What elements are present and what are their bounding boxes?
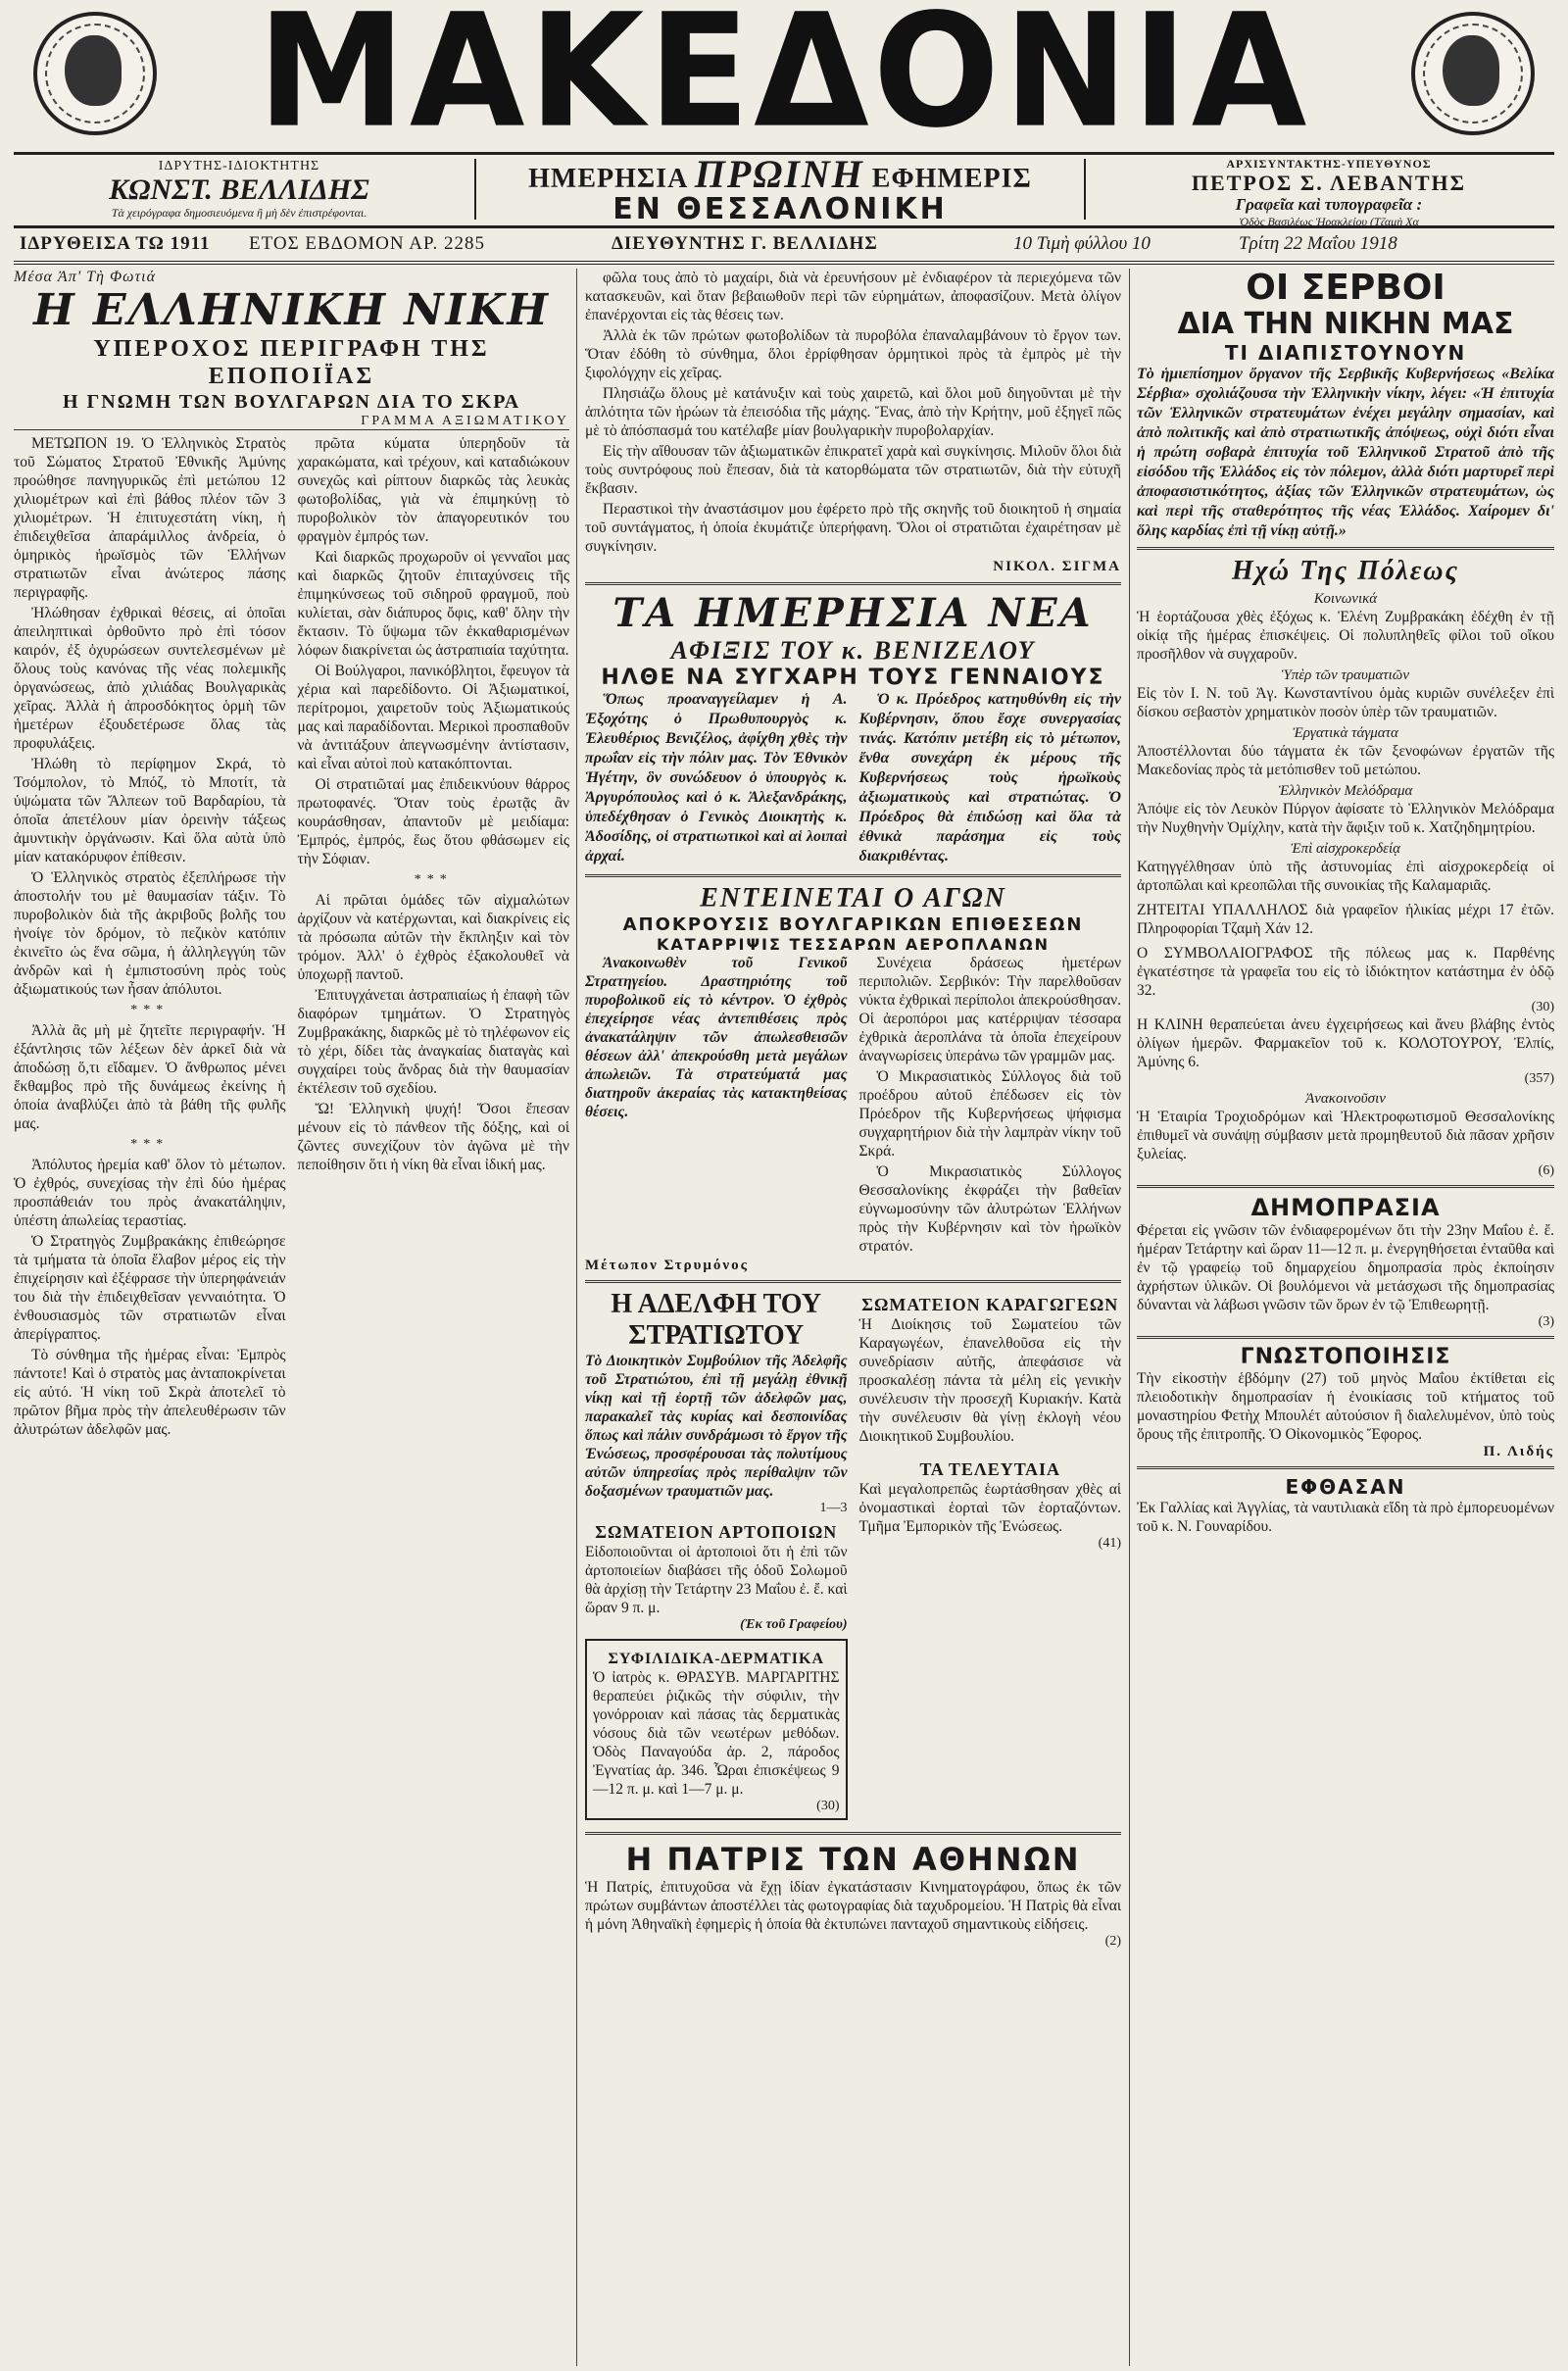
- editor-name: ΠΕΤΡΟΣ Σ. ΛΕΒΑΝΤΗΣ: [1191, 171, 1467, 195]
- paragraph: Ὅπως προαναγγείλαμεν ἡ Α. Ἐξοχότης ὁ Πρωθυπουργὸς κ. Ἐλευθέριος Βενιζέλος, ἀφίχθη χθὲς τὴν πρωΐαν εἰς τὴν πόλιν μας. Τὸν Ἐθνικὸν Ἡγέτην, ὃν συνώδευον ὁ ὑπουργὸς κ. Ἀργυρόπουλος καὶ ὁ κ. Ἀλεξανδράκης, ὑπεδέχθησαν ὁ Γενικὸς Διοικητὴς κ. Ἀδοσίδης, οἱ στρατιωτικοὶ καὶ αἱ λοιπαὶ ἀρχαί.: [585, 691, 848, 864]
- battle-subtitle-2: ΚΑΤΑΡΡΙΨΙΣ ΤΕΣΣΑΡΩΝ ΑΕΡΟΠΛΑΝΩΝ: [656, 935, 1051, 954]
- founder-name: ΚΩΝΣΤ. ΒΕΛΛΙΔΗΣ: [109, 173, 369, 206]
- paragraph: Ἀλλὰ ἂς μὴ μὲ ζητεῖτε περιγραφήν. Ἡ ἐξάντλησις τῶν λέξεων δὲν ἀρκεῖ διὰ νὰ ἀποδώσῃ ὅ,τι εἴδαμεν. Ὁ ἄνθρωπος μένει ἔκθαμβος πρὸ τῆς δυνάμεως ἐκείνης ἡ ὁποία ἀναβλύζει ἀπὸ τὰ βάθη τῆς φυλῆς μας.: [14, 1022, 286, 1132]
- continued-article: [585, 269, 1121, 576]
- article-body-left: [14, 434, 286, 1441]
- bakers-text: Εἰδοποιοῦνται οἱ ἀρτοποιοὶ ὅτι ἡ ἐπὶ τῶν ἀρτοποιείων διαβάσει τῆς ὁδοῦ Σολωμοῦ θὰ ἀρχίσῃ τὴν Τετάρτην 23 Μαΐου ἐ. ἔ. καὶ ὥραν 9 π. μ.: [585, 1544, 848, 1616]
- latest-text: Καὶ μεγαλοπρεπῶς ἑωρτάσθησαν χθὲς αἱ ὀνομαστικαὶ ἑορταὶ τῶν ἑορταζόντων. Τμῆμα Ἐμπορικὸν τῆς Ἑνώσεως.: [858, 1481, 1121, 1535]
- paragraph: Εἰς τὴν αἴθουσαν τῶν ἀξιωματικῶν ἐπικρατεῖ χαρὰ καὶ συγκίνησις. Μιλοῦν ὅλοι διὰ τοὺς συντρόφους ποὺ ἔπεσαν, διὰ τὰ κατορθώματα τῶν στρατιωτῶν, διὰ τὴν εὐτυχῆ ἔκβασιν.: [585, 443, 1121, 497]
- paragraph: Οἱ στρατιῶταί μας ἐπιδεικνύουν θάρρος πρωτοφανές. Ὅταν τοὺς ἐρωτᾷς ἂν κουράσθησαν, ἀπαντοῦν μὲ μειδίαμα: Ἐμπρός, ἐμπρός, ἕως ὅτου φθάσωμεν εἰς τὴν Σόφιαν.: [297, 776, 569, 867]
- paragraph: Ὁ Μικρασιατικὸς Σύλλογος διὰ τοῦ προέδρου αὐτοῦ ἐπέδωσεν εἰς τὸν Πρόεδρον τῆς Κυβερνήσεως ψήφισμα συγχαρητήριον διὰ τὴν λαμπρὰν νίκην τοῦ Σκρά.: [858, 1068, 1121, 1160]
- auction-text: Φέρεται εἰς γνῶσιν τῶν ἐνδιαφερομένων ὅτι τὴν 23ην Μαΐου ἐ. ἔ. ἡμέραν Τετάρτην καὶ ὥραν 11—12 π. μ. ἐνεργηθήσεται ἐνταῦθα καὶ ἐν τῷ γραφείῳ τοῦ δημαρχείου δημοπρασία πρὸς ἐκποίησιν ἀχρήστων ὑλικῶν. Οἱ βουλόμενοι νὰ μετάσχωσι τῆς δημοπρασίας δύνανται νὰ λάβωσι γνῶσιν τῶν ὅρων ἐν τῷ Ἐπιθεωρητῇ.: [1137, 1222, 1554, 1313]
- notice-title: Κοινωνικά: [1313, 591, 1378, 607]
- founder-block: [53, 159, 425, 221]
- notice-title: Ὑπὲρ τῶν τραυματιῶν: [1281, 667, 1410, 683]
- issue-price: 10 Τιμὴ φύλλου 10: [1013, 233, 1151, 254]
- battle-body: [585, 954, 1121, 1258]
- serbs-text: Τὸ ἡμιεπίσημον ὄργανον τῆς Σερβικῆς Κυβερνήσεως «Βελίκα Σέρβια» σχολιάζουσα τὴν Ἑλληνικὴν νίκην, λέγει: «Ἡ ἐπιτυχία τῶν Ἑλληνικῶν στρατευμάτων ἐνέχει μεγάλην σημασίαν, καὶ ἀπὸ πολιτικῆς καὶ ἀπὸ στρατιωτικῆς ἀπόψεως, οὐχὶ διότι εἶναι ἡ πρώτη σοβαρὰ ἐπιτυχία τοῦ Ἑλληνικοῦ Στρατοῦ ἀπὸ τῆς εἰσόδου τῆς Ἑλλάδος εἰς τὸν πόλεμον, ἀλλὰ διότι μαρτυρεῖ περὶ ἀποφασιστικότητος, ἀξίας τῶν Ἑλληνικῶν στρατευμάτων, ὡς καὶ περὶ τῆς σταθερότητος τῆς νέας Ἑλλάδος. Χαίρομεν δι' ὅλης καρδίας ἐπὶ τῇ νίκῃ αὐτῇ.»: [1137, 366, 1554, 539]
- section-divider: ***: [414, 872, 453, 887]
- paper-name: ΜΑΚΕΔΟΝΙΑ: [257, 0, 1311, 163]
- doctor-number: (30): [816, 1799, 840, 1813]
- venizelos-title: ΑΦΙΞΙΣ ΤΟΥ κ. ΒΕΝΙΖΕΛΟΥ: [670, 636, 1036, 665]
- daily-news-header: ΤΑ ΗΜΕΡΗΣΙΑ ΝΕΑ: [612, 590, 1094, 636]
- paragraph: Τὸ σύνθημα τῆς ἡμέρας εἶναι: Ἐμπρὸς πάντοτε! Καὶ ὁ στρατὸς μας ἀνταποκρίνεται εἰς αὐτό. Ἡ νίκη τοῦ Σκρὰ ἀποτελεῖ τὸ πρῶτον βῆμα πρὸς τὴν ἀπελευθέρωσιν τῶν ἀλυτρώτων ἀδελφῶν μας.: [14, 1347, 286, 1438]
- paragraph: Περαστικοὶ τὴν ἀναστάσιμον μου ἐφέρετο πρὸ τῆς σκηνῆς τοῦ διοικητοῦ ἡ σημαία τοῦ συντάγματος, ἡ ὁποία ἐκυμάτιζε ὑπερήφανη. Ὅλοι οἱ στρατιῶται ἐχαιρέτησαν μὲ συγκίνησιν.: [585, 501, 1121, 555]
- paragraph: Ὁ Μικρασιατικὸς Σύλλογος Θεσσαλονίκης ἐκφράζει τὴν βαθεῖαν εὐγνωμοσύνην τῶν ἀλυτρώτων Ἑλλήνων πρὸς τὴν Κυβέρνησιν καὶ τὸν ἡρωϊκὸν στρατόν.: [858, 1163, 1121, 1255]
- lead-article: [14, 269, 569, 2366]
- paragraph: Ἠλώθη τὸ περίφημον Σκρά, τὸ Τσόμπολον, τὸ Μπόζ, τὸ Μποτίτ, τὰ ὑψώματα τῶν Ἄλπεων τοῦ Βαρδαρίου, τὰ ὁποῖα ἀπετέλουν μίαν ὀρεινὴν τάξεως ἀμυντικὴν ὀργάνωσιν. Καὶ ὅλα αὐτὰ ὑπὸ μίαν κατακόρυφον ἐπίθεσιν.: [14, 756, 286, 865]
- paragraph: Ἐπιτυγχάνεται ἀστραπιαίως ἡ ἐπαφὴ τῶν διαφόρων τμημάτων. Ὁ Στρατηγὸς Ζυμβρακάκης, διαρκῶς μὲ τὸ τηλέφωνον εἰς τὸ χέρι, δίδει τὰς ἀναγκαίας διαταγὰς καὶ συγχαίρει τοὺς ἄνδρας διὰ τὴν θαυμασίαν ἐκτέλεσιν τοῦ σχεδίου.: [297, 987, 569, 1097]
- article-subtitle: ΥΠΕΡΟΧΟΣ ΠΕΡΙΓΡΑΦΗ ΤΗΣ ΕΠΟΠΟΙΪΑΣ: [93, 336, 490, 389]
- bakers-signature: (Ἐκ τοῦ Γραφείου): [740, 1617, 848, 1632]
- paragraph: Ὤ! Ἑλληνικὴ ψυχή! Ὅσοι ἔπεσαν μένουν εἰς τὸ πάνθεον τῆς δόξης, καὶ οἱ ζῶντες συνεχίζουν τὸν ἀγῶνα μὲ τὴν πεποίθησιν ὅτι ἡ νίκη θὰ εἶναι ἰδική μας.: [297, 1101, 569, 1173]
- patris-text: Ἡ Πατρίς, ἐπιτυχοῦσα νὰ ἔχῃ ἰδίαν ἐγκατάστασιν Κινηματογράφου, ὅπως ἐκ τῶν πρώτων συμβάντων ἀποστέλλει τὰς φωτογραφίας διὰ ταχυδρομείου. Ἡ Πατρὶς θὰ εἶναι ἡ μόνη Ἀθηναϊκὴ ἐφημερὶς ἡ ὁποία θὰ ἐκτυπώνει πανταχοῦ σημαντικοὺς εἰδήσεις.: [585, 1879, 1121, 1933]
- section-rule: [1137, 1466, 1554, 1469]
- paragraph: Αἱ πρῶται ὁμάδες τῶν αἰχμαλώτων ἀρχίζουν νὰ κατέρχωνται, καὶ διακρίνεις εἰς τὰ πρόσωπα αὐτῶν τὴν ἔκπληξιν καὶ τὸν τρόμον. Ἀλλ' ὁ ἐχθρὸς ἐξακολουθεῖ νὰ ὑποχωρῇ παντοῦ.: [297, 892, 569, 983]
- columns: [14, 269, 1554, 2366]
- paragraph: Συνέχεια δράσεως ἡμετέρων περιπολιῶν. Σερβικόν: Τὴν παρελθοῦσαν νύκτα ἐχθρικαὶ περίπολοι ἀπεκρούσθησαν. Οἱ ἀεροπόροι μας κατέρριψαν τέσσαρα ἐχθρικὰ ἀεροπλάνα τὰ ὁποῖα ἐπεχείρουν ἀναγνωρίσεις ὑπεράνω τῶν γραμμῶν μας.: [858, 955, 1121, 1064]
- latest-number: (41): [1098, 1536, 1121, 1551]
- announce-text: Ἡ Ἑταιρία Τροχιοδρόμων καὶ Ἠλεκτροφωτισμοῦ Θεσσαλονίκης ἐπιθυμεῖ νὰ συνάψῃ σύμβασιν μετὰ προμηθευτοῦ διὰ πᾶσαν χρῆσιν ξυλείας.: [1137, 1109, 1554, 1162]
- unions-text: Ἡ Διοίκησις τοῦ Σωματείου τῶν Καραγωγέων, ἐπανελθοῦσα εἰς τὴν συνεδρίασιν αὐτῆς, ἀπεφάσισε νὰ προσκαλέσῃ πάντα τὰ μέλη εἰς γενικὴν συνέλευσιν τὴν προσεχῆ Κυριακήν. Κατὰ τὴν συνέλευσιν θὰ γίνῃ ἐκλογὴ νέου Διοικητικοῦ Συμβουλίου.: [858, 1316, 1121, 1445]
- battle-signature: Μέτωπον Στρυμόνος: [585, 1258, 749, 1273]
- article-body-right: [298, 434, 570, 1441]
- auction-title: ΔΗΜΟΠΡΑΣΙΑ: [1250, 1194, 1441, 1221]
- daily-line-end: ΕΦΗΜΕΡΙΣ: [871, 164, 1032, 194]
- section-rule: [585, 1280, 1121, 1283]
- section-rule: [585, 874, 1121, 877]
- clinic-number: (357): [1524, 1071, 1554, 1086]
- notice-title: Ἑλληνικὸν Μελόδραμα: [1278, 783, 1413, 799]
- announce-number: (6): [1538, 1163, 1554, 1178]
- column-divider: [576, 269, 577, 2366]
- battle-subtitle: ΑΠΟΚΡΟΥΣΙΣ ΒΟΥΛΓΑΡΙΚΩΝ ΕΠΙΘΕΣΕΩΝ: [622, 914, 1084, 935]
- town-echo-title: Ηχώ Της Πόλεως: [1231, 556, 1459, 586]
- subhead: [14, 152, 1554, 228]
- paragraph: Καὶ διαρκῶς προχωροῦν οἱ γενναῖοι μας καὶ διαρκῶς ζητοῦν ἐπιταχύνσεις τῆς ἐπιμηκύνσεως τοῦ σιδηροῦ φραγμοῦ, ποὺ κυλίεται, σὰν διάπυρος ὄφις, καθ' ὅλην τὴν ἔκτασιν. Τὸ ὕψωμα τῶν ἐκκαθαρισμένων λόφων διακρίνεται ὡς ἀστραπιαία ταχύτητα.: [297, 549, 569, 659]
- director-name: ΔΙΕΥΘΥΝΤΗΣ Γ. ΒΕΛΛΙΔΗΣ: [612, 233, 878, 254]
- bakers-title: ΣΩΜΑΤΕΙΟΝ ΑΡΤΟΠΟΙΩΝ: [595, 1522, 838, 1542]
- paragraph: Ἀπόλυτος ἡρεμία καθ' ὅλον τὸ μέτωπον. Ὁ ἐχθρός, συνεχίσας τὴν ἐπὶ δύο ἡμέρας προσπάθειάν του πρὸς ἀνακατάληψιν, ὑπέστη ἀπωλείας τεραστίας.: [14, 1157, 286, 1229]
- unions-title: ΣΩΜΑΤΕΙΟΝ ΚΑΡΑΓΩΓΕΩΝ: [861, 1295, 1119, 1314]
- paragraph: Ἀλλὰ ἐκ τῶν πρώτων φωτοβολίδων τὰ πυροβόλα ἐπαναλαμβάνουν τὸ ἔργον των. Ὅταν ἐδόθη τὸ σύνθημα, ὅλοι ἐρρίφθησαν ὁρμητικοὶ πρὸς τὰ ἐμπρὸς μὲ τὴν ξιφολόγχην εἰς χεῖρας.: [585, 327, 1121, 381]
- section-rule: [585, 1832, 1121, 1835]
- paragraph: φῶλα τους ἀπὸ τὸ μαχαίρι, διὰ νὰ ἐρευνήσουν μὲ ἐνδιαφέρον τὰ περιεχόμενα τῶν κατασκευῶν, καὶ ὅταν βεβαιωθοῦν περὶ τῶν εὑρημάτων, ἀποφασίζουν. Μετὰ ὀλίγον ἐπανέρχονται εἰς τὰς θέσεις των.: [585, 270, 1121, 323]
- manuscripts-note: Τὰ χειρόγραφα δημοσιευόμενα ἢ μὴ δὲν ἐπιστρέφονται.: [111, 206, 368, 220]
- gnost-text: Τὴν εἰκοστὴν ἑβδόμην (27) τοῦ μηνὸς Μαΐου ἐκτίθεται εἰς πλειοδοτικὴν δημοπρασίαν ἡ ἐνοικίασις τοῦ κτήματος τοῦ μοναστηρίου Φετὴχ Μπουλέτ αὐτούσιον ἢ διαλελυμένον, ὑπὸ τοὺς ὅρους τῆς ἐπιτροπῆς. Ὁ Οἰκονομικὸς Ἔφορος.: [1137, 1370, 1554, 1443]
- gnost-signature: Π. Λιδής: [1483, 1444, 1554, 1459]
- article-signature: ΝΙΚΟΛ. ΣΙΓΜΑ: [993, 559, 1121, 574]
- offices-address: Ὁδὸς Βασιλέως Ἡρακλείου (Τζαμὴ Χα: [1239, 215, 1419, 228]
- battle-title: ΕΝΤΕΙΝΕΤΑΙ Ο ΑΓΩΝ: [700, 883, 1006, 914]
- daily-line: ΗΜΕΡΗΣΙΑ: [528, 164, 687, 194]
- announce-title: Ἀνακοινοῦσιν: [1305, 1091, 1386, 1107]
- serbs-subtitle: ΤΙ ΔΙΑΠΙΣΤΟΥΝΟΥΝ: [1224, 341, 1467, 365]
- city-line: ΕΝ ΘΕΣΣΑΛΟΝΙΚΗ: [612, 192, 948, 226]
- paragraph: Ἀνακοινωθὲν τοῦ Γενικοῦ Στρατηγείου. Δραστηριότης τοῦ πυροβολικοῦ εἰς τὸ κέντρον. Ὁ ἐχθρὸς ἐπεχείρησε νέας ἀντεπιθέσεις πρὸς ἀνακατάληψιν τῶν ἀπωλεσθεισῶν θέσεων ἀλλ' ἀπεκρούσθη μετὰ μεγάλων ἀπωλειῶν. Τὰ στρατεύματά μας διατηροῦν ἀκεραίας τὰς κατακτηθείσας θέσεις.: [585, 955, 848, 1120]
- paragraph: Ὁ Ἑλληνικὸς στρατὸς ἐξεπλήρωσε τὴν ἀποστολήν του μὲ θαυμασίαν τάξιν. Τὸ πυροβολικὸν διὰ τῆς ἀκριβοῦς βολῆς του ἠνοίγε τὸν δρόμον, τὸ πεζικὸν κατόπιν ἐκινεῖτο ὡς ἕνα σῶμα, ἡ ἀλληλεγγύη τῶν ἀνδρῶν καὶ ἡ ἐμπιστοσύνη πρὸς τοὺς ἀξιωματικούς των ἦσαν ἀπόλυτοι.: [14, 869, 286, 998]
- serbs-title: ΟΙ ΣΕΡΒΟΙ: [1246, 269, 1446, 308]
- patris-number: (2): [1104, 1934, 1121, 1949]
- article-subtitle-2: Η ΓΝΩΜΗ ΤΩΝ ΒΟΥΛΓΑΡΩΝ ΔΙΑ ΤΟ ΣΚΡΑ: [62, 391, 521, 413]
- doctor-ad: [585, 1639, 848, 1820]
- paragraph: Οἱ Βούλγαροι, πανικόβλητοι, ἔφευγον τὰ χέρια καὶ παρεδίδοντο. Οἱ Ἀξιωματικοί, περίτρομοι, χαιρετοῦν τοὺς Ἀξιωματικούς μας καὶ παραδίδονται. Μερικοὶ προσπαθοῦν νὰ ἀντιτάξουν ἀπεγνωσμένην ἀντίστασιν, καὶ εἶναι αὐτοὶ ποὺ κατακόπτονται.: [297, 663, 569, 772]
- notices-grid: [585, 1289, 1121, 1826]
- news-column: [585, 269, 1121, 2366]
- daily-block: [474, 152, 1086, 226]
- article-kicker: Μέσα Ἀπ' Τὴ Φωτιά: [14, 269, 157, 285]
- doctor-text: Ὁ ἰατρὸς κ. ΘΡΑΣΥΒ. ΜΑΡΓΑΡΙΤΗΣ θεραπεύει ῥιζικῶς τὴν σύφιλιν, τὴν γονόρροιαν καὶ πάσας τὰς δερματικὰς νόσους διὰ τῶν νεωτέρων μεθόδων. Ὁδὸς Παναγούδα ἀρ. 2, πάροδος Ἐγνατίας ἀρ. 346. Ὧραι ἐπισκέψεως 9—12 π. μ. καὶ 1—7 μ. μ.: [593, 1669, 840, 1798]
- issue-number: ΕΤΟΣ ΕΒΔΟΜΟΝ ΑΡ. 2285: [249, 233, 486, 254]
- alexander-seal-left-icon: [33, 12, 157, 135]
- section-rule: [585, 582, 1121, 585]
- section-rule: [1137, 547, 1554, 550]
- section-divider: ***: [130, 1003, 170, 1017]
- notice-text: Ἀπόψε εἰς τὸν Λευκὸν Πύργον ἀφίσατε τὸ Ἑλληνικὸν Μελόδραμα τὴν Νυχθηνὴν Ὀμίχλην, κατὰ τὴν ἄφιξιν τοῦ κ. Χατζηδημητρίου.: [1137, 801, 1554, 836]
- sister-number: 1—3: [819, 1501, 848, 1515]
- offices-label: Γραφεῖα καὶ τυπογραφεῖα :: [1235, 195, 1423, 214]
- notice-title: Ἐργατικὰ τάγματα: [1293, 725, 1398, 741]
- article-body: [14, 434, 569, 1441]
- sister-title: Η ΑΔΕΛΦΗ ΤΟΥ ΣΤΡΑΤΙΩΤΟΥ: [611, 1289, 822, 1351]
- clinic-ad: Η ΚΛΙΝΗ θεραπεύεται ἀνευ ἐγχειρήσεως καὶ ἄνευ βλάβης ἐντὸς ὀλίγων ἡμερῶν. Φαρμακεῖον τοῦ κ. ΚΟΛΟΤΟΥΡΟΥ, Ἐλπίς, Ἀμύνης 6.: [1137, 1016, 1554, 1070]
- wanted-ad: ΖΗΤΕΙΤΑΙ ΥΠΑΛΛΗΛΟΣ διὰ γραφεῖον ἡλικίας μέχρι 17 ἐτῶν. Πληροφορίαι Τζαμὴ Χάν 12.: [1137, 902, 1554, 937]
- side-column: [1137, 269, 1554, 2366]
- notice-text: Ἀποστέλλονται δύο τάγματα ἐκ τῶν ξενοφώνων ἐργατῶν τῆς Μακεδονίας πρὸς τὰ μετόπισθεν τοῦ μετώπου.: [1137, 743, 1554, 778]
- latest-title: ΤΑ ΤΕΛΕΥΤΑΙΑ: [919, 1459, 1061, 1479]
- issue-date: Τρίτη 22 Μαΐου 1918: [1239, 233, 1397, 254]
- paragraph: Ἠλώθησαν ἐχθρικαὶ θέσεις, αἱ ὁποῖαι ἀπειληπτικαὶ ὀρθοῦντο πρὸ ἐπὶ τόσον καιρόν, ἐξ ὀχυρώσεων συντελεσμένων μὲ ὅλους τοὺς κανόνας τῆς νέας πολεμικῆς ὀργανώσεως, ἀπὸ χιλιάδας Βουλγαρικὰς χεῖρας. Ἀλλὰ ἡ ἀπροσδόκητος ὁρμὴ τῶν ἡμετέρων ἐξουδετέρωσε ὅλας τὰς προφυλάξεις.: [14, 605, 286, 752]
- auction-number: (3): [1538, 1314, 1554, 1329]
- paragraph: Ὁ κ. Πρόεδρος κατηυθύνθη εἰς τὴν Κυβέρνησιν, ὅπου ἔσχε συνεργασίας τινάς. Κατόπιν μετέβη εἰς τὸ μέτωπον, ἔνθα συνεχάρη ἐκ μέρους τῆς Κυβερνήσεως τοὺς ἡρωϊκοὺς ἀξιωματικοὺς καὶ στρατιώτας. Ὁ Πρόεδρος θὰ ἐπιδώσῃ καὶ ὅλα τὰ ἐθνικὰ παράσημα εἰς τοὺς διακριθέντας.: [858, 691, 1121, 864]
- gnost-title: ΓΝΩΣΤΟΠΟΙΗΣΙΣ: [1240, 1345, 1451, 1369]
- notice-text: Κατηγγέλθησαν ὑπὸ τῆς ἀστυνομίας ἐπὶ αἰσχροκερδείᾳ οἱ ἀρτοπῶλαι καὶ κρεοπῶλαι τῆς συνοικίας τῆς Καλαμαριᾶς.: [1137, 859, 1554, 894]
- notary-ad: Ο ΣΥΜΒΟΛΑΙΟΓΡΑΦΟΣ τῆς πόλεως μας κ. Παρθένης ἐγκατέστησε τὰ γραφεῖα του εἰς τὸ ἰδιόκτητον κατάστημα ἐν ὁδῷ 32.: [1137, 945, 1554, 999]
- notice-text: Εἰς τὸν Ι. Ν. τοῦ Ἁγ. Κωνσταντίνου ὁμὰς κυριῶν συνέλεξεν ἐπὶ δίσκου σεβαστὸν χρηματικὸν ποσὸν ὑπὲρ τῶν τραυματιῶν.: [1137, 685, 1554, 720]
- serbs-title-2: ΔΙΑ ΤΗΝ ΝΙΚΗΝ ΜΑΣ: [1177, 307, 1514, 341]
- doctor-title: ΣΥΦΙΛΙΔΙΚΑ-ΔΕΡΜΑΤΙΚΑ: [608, 1651, 825, 1667]
- notice-title: Ἐπὶ αἰσχροκερδείᾳ: [1290, 841, 1401, 857]
- paragraph: πρῶτα κύματα ὑπερηδοῦν τὰ χαρακώματα, καὶ τρέχουν, καὶ καταδιώκουν συνεχῶς καὶ ρίπτουν διαρκῶς τὰς λευκὰς φωτοβολίδας, γιὰ νὰ ἐπιμηκύνῃ τὸ πυροβολικὸν τὸν ἀπαγορευτικόν του φραγμὸν ἐμπρός των.: [297, 435, 569, 545]
- alexander-seal-right-icon: [1411, 12, 1535, 135]
- notary-number: (30): [1531, 1000, 1554, 1014]
- founder-label: ΙΔΡΥΤΗΣ-ΙΔΙΟΚΤΗΤΗΣ: [158, 159, 320, 173]
- masthead: [14, 0, 1554, 163]
- daily-emph: ΠΡΩΙΝΗ: [694, 152, 864, 196]
- venizelos-body: [585, 690, 1121, 868]
- depart-title: ΕΦΘΑΣΑΝ: [1285, 1475, 1406, 1499]
- editor-label: ΑΡΧΙΣΥΝΤΑΚΤΗΣ-ΥΠΕΥΘΥΝΟΣ: [1226, 157, 1432, 171]
- venizelos-subtitle: ΗΛΘΕ ΝΑ ΣΥΓΧΑΡΗ ΤΟΥΣ ΓΕΝΝΑΙΟΥΣ: [601, 666, 1105, 690]
- sister-text: Τὸ Διοικητικὸν Συμβούλιον τῆς Ἀδελφῆς τοῦ Στρατιώτου, ἐπὶ τῇ μεγάλῃ ἐθνικῇ νίκῃ καὶ τῇ ἐορτῇ τῶν ἀδελφῶν μας, παρακαλεῖ τὰς κυρίας καὶ δεσποινίδας ὅπως καὶ πάλιν συνδράμωσι τὸ ἔργον τῆς Ἑνώσεως, προσφέρουσαι τὰς πολυτίμους αὐτῶν ὑπηρεσίας πρὸς περίθαλψιν τῶν δοξασμένων τραυματιῶν μας.: [585, 1353, 848, 1500]
- article-title: Η ΕΛΛΗΝΙΚΗ ΝΙΚΗ: [33, 285, 550, 335]
- section-divider: ***: [130, 1137, 170, 1152]
- paragraph: Ὁ Στρατηγὸς Ζυμβρακάκης ἐπιθεώρησε τὰ τμήματα τὰ ὁποῖα ἔλαβον μέρος εἰς τὴν ἐπιχείρησιν καὶ ἐξέφρασε τὴν ὑπερηφάνειάν του διὰ τὴν ἐπιδειχθεῖσαν γενναιότητα. Ὁ ἐνθουσιασμὸς τῶν στρατιωτῶν εἶναι ἀπερίγραπτος.: [14, 1233, 286, 1343]
- editor-block: [1133, 157, 1525, 229]
- depart-text: Ἐκ Γαλλίας καὶ Ἀγγλίας, τὰ ναυτιλιακὰ εἴδη τὰ πρὸ ἐμπορευομένων τοῦ κ. Ν. Γουναρίδου.: [1137, 1500, 1554, 1535]
- notice-text: Ἡ ἑορτάζουσα χθὲς ἐξόχως κ. Ἑλένη Ζυμβρακάκη ἐδέχθη ἐν τῇ οἰκίᾳ τῆς ἡμέρας ἐπισκέψεις. Οἱ πολυπληθεῖς φίλοι τοῦ οἴκου προσῆλθον νὰ συγχαροῦν.: [1137, 609, 1554, 663]
- founded-year: ΙΔΡΥΘΕΙΣΑ ΤΩ 1911: [20, 233, 211, 254]
- dateline: [14, 227, 1554, 265]
- section-rule: [1137, 1336, 1554, 1339]
- section-rule: [1137, 1185, 1554, 1188]
- patris-title: Η ΠΑΤΡΙΣ ΤΩΝ ΑΘΗΝΩΝ: [625, 1841, 1081, 1878]
- article-byline: ΓΡΑΜΜΑ ΑΞΙΩΜΑΤΙΚΟΥ: [14, 414, 569, 430]
- paragraph: ΜΕΤΩΠΟΝ 19. Ὁ Ἑλληνικὸς Στρατὸς τοῦ Σώματος Στρατοῦ Ἐθνικῆς Ἀμύνης προώθησε πανηγυρικῶς ἐπὶ μετώπου 12 χιλιομέτρων καὶ ἐπὶ βάθος πλέον τῶν 3 χιλιομέτρων. Ἡ ἐπιτυχεστάτη νίκη, ἡ ἐπιδειχθεῖσα ἀπαράμιλλος ἀνδρεία, ὁ ὁμηρικὸς ἡρωϊσμὸς τῶν Ἑλλήνων στρατιωτῶν εἶναι ἀνώτερος πάσης περιγραφῆς.: [14, 435, 286, 601]
- column-divider: [1129, 269, 1130, 2366]
- paragraph: Πλησιάζω ὅλους μὲ κατάνυξιν καὶ τοὺς χαιρετῶ, καὶ ὅλοι μοῦ διηγοῦνται μὲ τὴν ἁπλότητα τῶν ἡρώων τὰ ἐπεισόδια τῆς μάχης. Ἕνας, ἀπὸ τὴν Κρήτην, μοῦ ἐξηγεῖ πῶς μὲ τὸ ἀπόσπασμά του κατέλαβε μίαν βουλγαρικὴν πυροβολαρχίαν.: [585, 385, 1121, 439]
